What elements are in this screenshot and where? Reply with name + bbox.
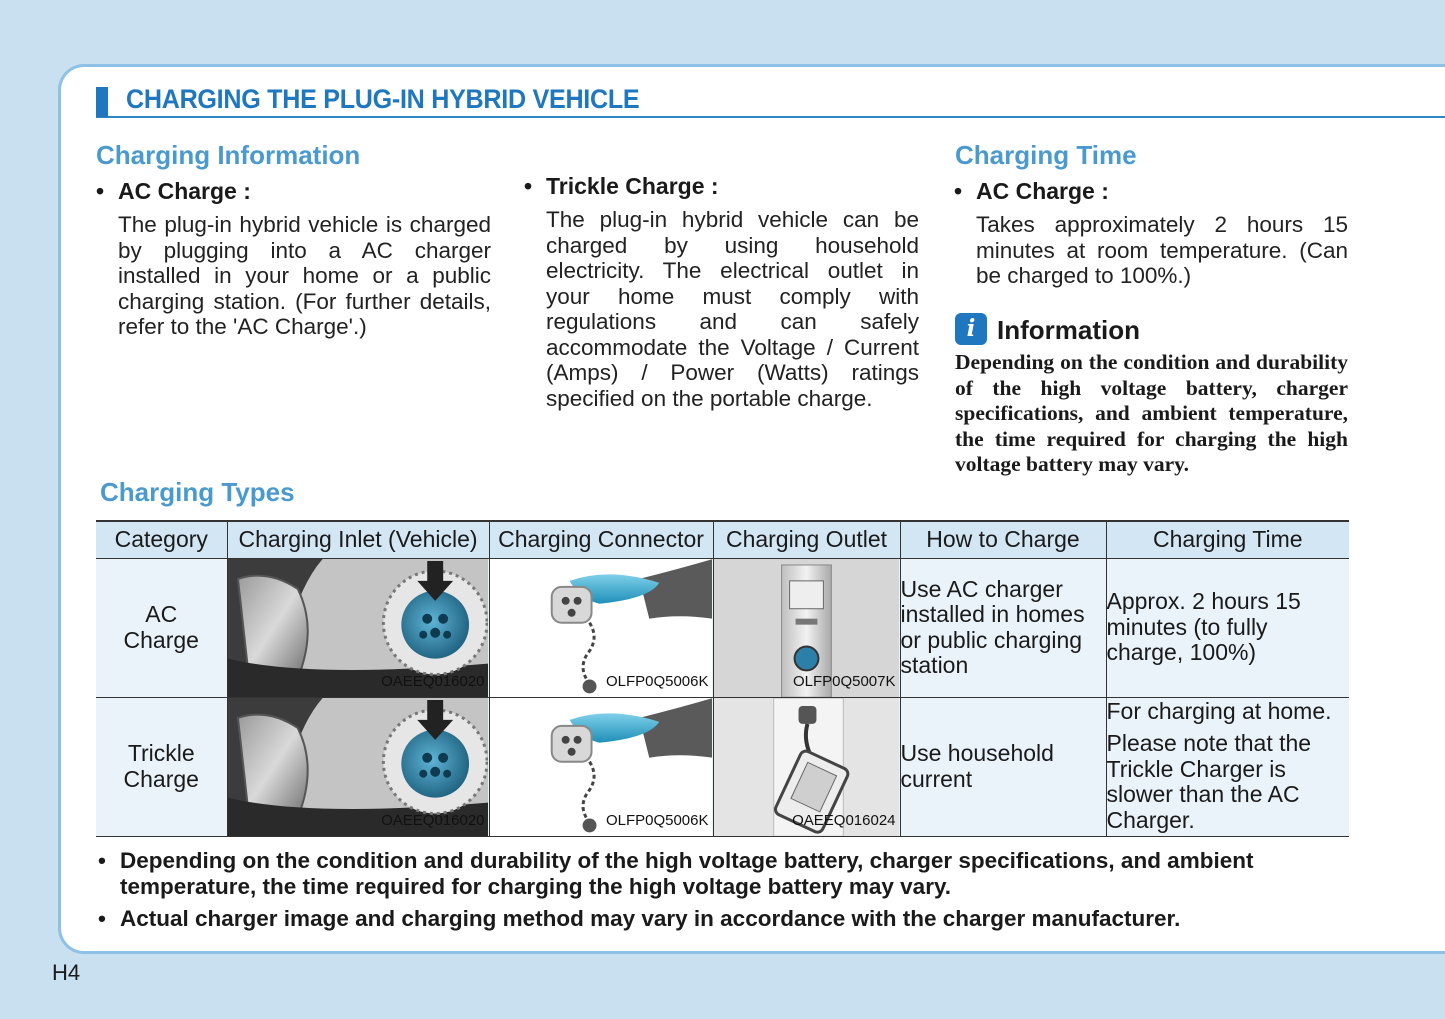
info-icon: i <box>955 313 987 345</box>
image-code: OAEEQ016020 <box>381 673 485 690</box>
charging-time-heading: Charging Time <box>955 140 1137 170</box>
note-item: • Actual charger image and charging method may vary in accordance with the charger manufacturer. <box>120 906 1350 932</box>
image-code: OLFP0Q5007K <box>792 673 896 690</box>
table-header-row <box>96 521 1349 558</box>
title-marker <box>96 87 108 117</box>
column-header: Charging Time <box>1106 521 1349 558</box>
column-header: How to Charge <box>900 521 1106 558</box>
table-row <box>96 558 1349 697</box>
category-cell: Trickle Charge <box>96 697 227 836</box>
outlet-image <box>713 697 900 836</box>
trickle-charge-text: The plug-in hybrid vehicle can be charged by using household electricity. The electrical outlet in your home must comply with regulations and can safely accommodate the Voltage / Current (Amps) / Power (Watts) ratings specified on the portable charge. <box>546 207 919 411</box>
information-title: Information <box>997 315 1140 345</box>
column-header: Charging Inlet (Vehicle) <box>227 521 489 558</box>
time-ac-charge-label: • AC Charge : <box>976 178 1109 205</box>
section-title-bar <box>96 84 1445 118</box>
column-header: Charging Connector <box>489 521 713 558</box>
category-cell: AC Charge <box>96 558 227 697</box>
column-header: Charging Outlet <box>713 521 900 558</box>
outlet-image <box>713 558 900 697</box>
section-title: CHARGING THE PLUG-IN HYBRID VEHICLE <box>126 84 640 114</box>
how-to-charge-cell: Use household current <box>900 697 1106 836</box>
charging-time-line: For charging at home. <box>1106 697 1332 724</box>
ac-charge-text: The plug-in hybrid vehicle is charged by plugging into a AC charger installed in your home or a public charging station. (For further details, refer to the 'AC Charge'.) <box>118 212 491 339</box>
image-code: OLFP0Q5006K <box>605 812 709 829</box>
charging-information-heading: Charging Information <box>96 140 361 170</box>
column-header: Category <box>96 521 227 558</box>
charging-types-table <box>96 520 1349 837</box>
connector-image <box>489 558 713 697</box>
connector-image <box>489 697 713 836</box>
inlet-image <box>227 558 489 697</box>
page-number: H4 <box>52 960 81 985</box>
inlet-image <box>227 697 489 836</box>
charging-time-cell: Approx. 2 hours 15 minutes (to fully charge, 100%) <box>1106 558 1349 697</box>
how-to-charge-cell: Use AC charger installed in homes or public charging station <box>900 558 1106 697</box>
ac-charge-label: • AC Charge : <box>118 178 251 205</box>
charging-time-note: Please note that the Trickle Charger is slower than the AC Charger. <box>1106 730 1312 833</box>
table-row <box>96 697 1349 836</box>
trickle-charge-label: • Trickle Charge : <box>546 173 719 200</box>
image-code: OAEEQ016020 <box>381 812 485 829</box>
image-code: OAEEQ016024 <box>792 812 896 829</box>
information-text: Depending on the condition and durability of the high voltage battery, charger specifications, and ambient temperature, the time required for charging the high voltage battery may vary. <box>955 350 1348 476</box>
charging-time-cell <box>1106 697 1349 836</box>
note-item: • Depending on the condition and durability of the high voltage battery, charger specifications, and ambient temperature, the time required for charging the high voltage battery may vary. <box>120 848 1350 899</box>
charging-types-heading: Charging Types <box>100 477 295 507</box>
time-ac-charge-text: Takes approximately 2 hours 15 minutes at room temperature. (Can be charged to 100%.) <box>976 212 1348 288</box>
image-code: OLFP0Q5006K <box>605 673 709 690</box>
